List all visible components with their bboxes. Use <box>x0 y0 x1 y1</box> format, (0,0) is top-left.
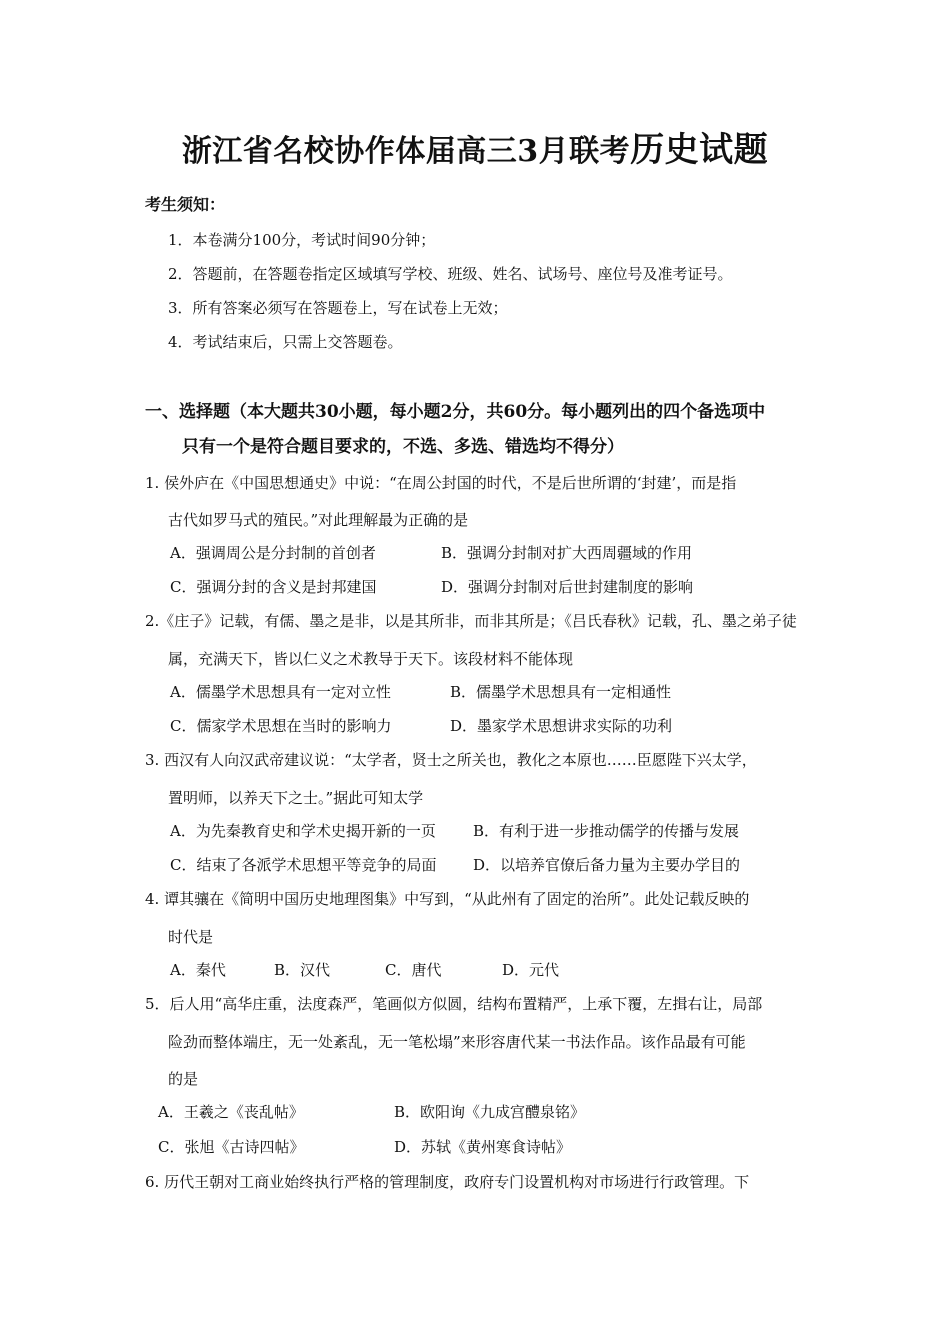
question-2-option-c: C．儒家学术思想在当时的影响力 <box>170 717 392 735</box>
question-1-line-2: 古代如罗马式的殖民。”对此理解最为正确的是 <box>168 511 469 529</box>
question-6-line-1: 6. 历代王朝对工商业始终执行严格的管理制度，政府专门设置机构对市场进行行政管理。下 <box>145 1173 750 1191</box>
question-3-option-c: C．结束了各派学术思想平等竞争的局面 <box>170 856 437 874</box>
question-5-line-3: 的是 <box>168 1070 199 1088</box>
question-3-option-a: A．为先秦教育史和学术史揭开新的一页 <box>170 822 436 840</box>
question-2-option-b: B．儒墨学术思想具有一定相通性 <box>450 683 672 701</box>
page-title <box>0 128 950 174</box>
question-1-option-c: C．强调分封的含义是封邦建国 <box>170 578 377 596</box>
question-2-line-1: 2.《庄子》记载，有儒、墨之是非，以是其所非，而非其所是；《吕氏春秋》记载，孔、墨之弟子徒 <box>145 612 797 630</box>
question-4-option-c: C．唐代 <box>385 961 442 979</box>
title-main: 浙江省名校协作体届高三3月联考 <box>181 134 631 169</box>
question-1-option-d: D．强调分封制对后世封建制度的影响 <box>441 578 694 596</box>
section-heading-line1: 一、选择题（本大题共30小题，每小题2分，共60分。每小题列出的四个备选项中 <box>145 402 766 422</box>
question-4-option-d: D．元代 <box>502 961 560 979</box>
notice-item: 3．所有答案必须写在答题卷上，写在试卷上无效； <box>168 299 508 317</box>
question-5-option-a: A．王羲之《丧乱帖》 <box>158 1103 304 1121</box>
section-heading-line2: 只有一个是符合题目要求的，不选、多选、错选均不得分） <box>182 437 624 457</box>
question-3-line-2: 置明师，以养天下之士。”据此可知太学 <box>168 789 424 807</box>
notice-item: 2．答题前，在答题卷指定区域填写学校、班级、姓名、试场号、座位号及准考证号。 <box>168 265 733 283</box>
question-5-option-d: D．苏轼《黄州寒食诗帖》 <box>394 1138 572 1156</box>
title-emphasis: 历史试题 <box>630 130 769 170</box>
question-3-option-b: B．有利于进一步推动儒学的传播与发展 <box>473 822 740 840</box>
question-3-option-d: D．以培养官僚后备力量为主要办学目的 <box>473 856 741 874</box>
question-1-option-b: B．强调分封制对扩大西周疆域的作用 <box>441 544 693 562</box>
question-4-option-b: B．汉代 <box>274 961 331 979</box>
question-5-option-b: B．欧阳询《九成宫醴泉铭》 <box>394 1103 586 1121</box>
question-1-option-a: A．强调周公是分封制的首创者 <box>170 544 376 562</box>
question-1-line-1: 1. 侯外庐在《中国思想通史》中说：“在周公封国的时代，不是后世所谓的‘封建’，而是指 <box>145 474 737 492</box>
question-4-line-1: 4. 谭其骧在《简明中国历史地理图集》中写到，“从此州有了固定的治所”。此处记载反映的 <box>145 890 750 908</box>
question-4-line-2: 时代是 <box>168 928 214 946</box>
question-5-line-1: 5．后人用“高华庄重，法度森严，笔画似方似圆，结构布置精严，上承下覆，左揖右让，局部 <box>145 995 763 1013</box>
question-5-line-2: 险劲而整体端庄，无一处紊乱，无一笔松塌”来形容唐代某一书法作品。该作品最有可能 <box>168 1033 746 1051</box>
question-2-line-2: 属，充满天下，皆以仁义之术教导于天下。该段材料不能体现 <box>168 650 574 668</box>
question-5-option-c: C．张旭《古诗四帖》 <box>158 1138 305 1156</box>
notice-item: 1．本卷满分100分，考试时间90分钟； <box>168 231 436 249</box>
question-4-option-a: A．秦代 <box>170 961 226 979</box>
question-3-line-1: 3. 西汉有人向汉武帝建议说：“太学者，贤士之所关也，教化之本原也……臣愿陛下兴太学， <box>145 751 757 769</box>
notice-item: 4．考试结束后，只需上交答题卷。 <box>168 333 403 351</box>
question-2-option-a: A．儒墨学术思想具有一定对立性 <box>170 683 391 701</box>
question-2-option-d: D．墨家学术思想讲求实际的功利 <box>450 717 673 735</box>
notice-heading: 考生须知： <box>145 195 226 214</box>
